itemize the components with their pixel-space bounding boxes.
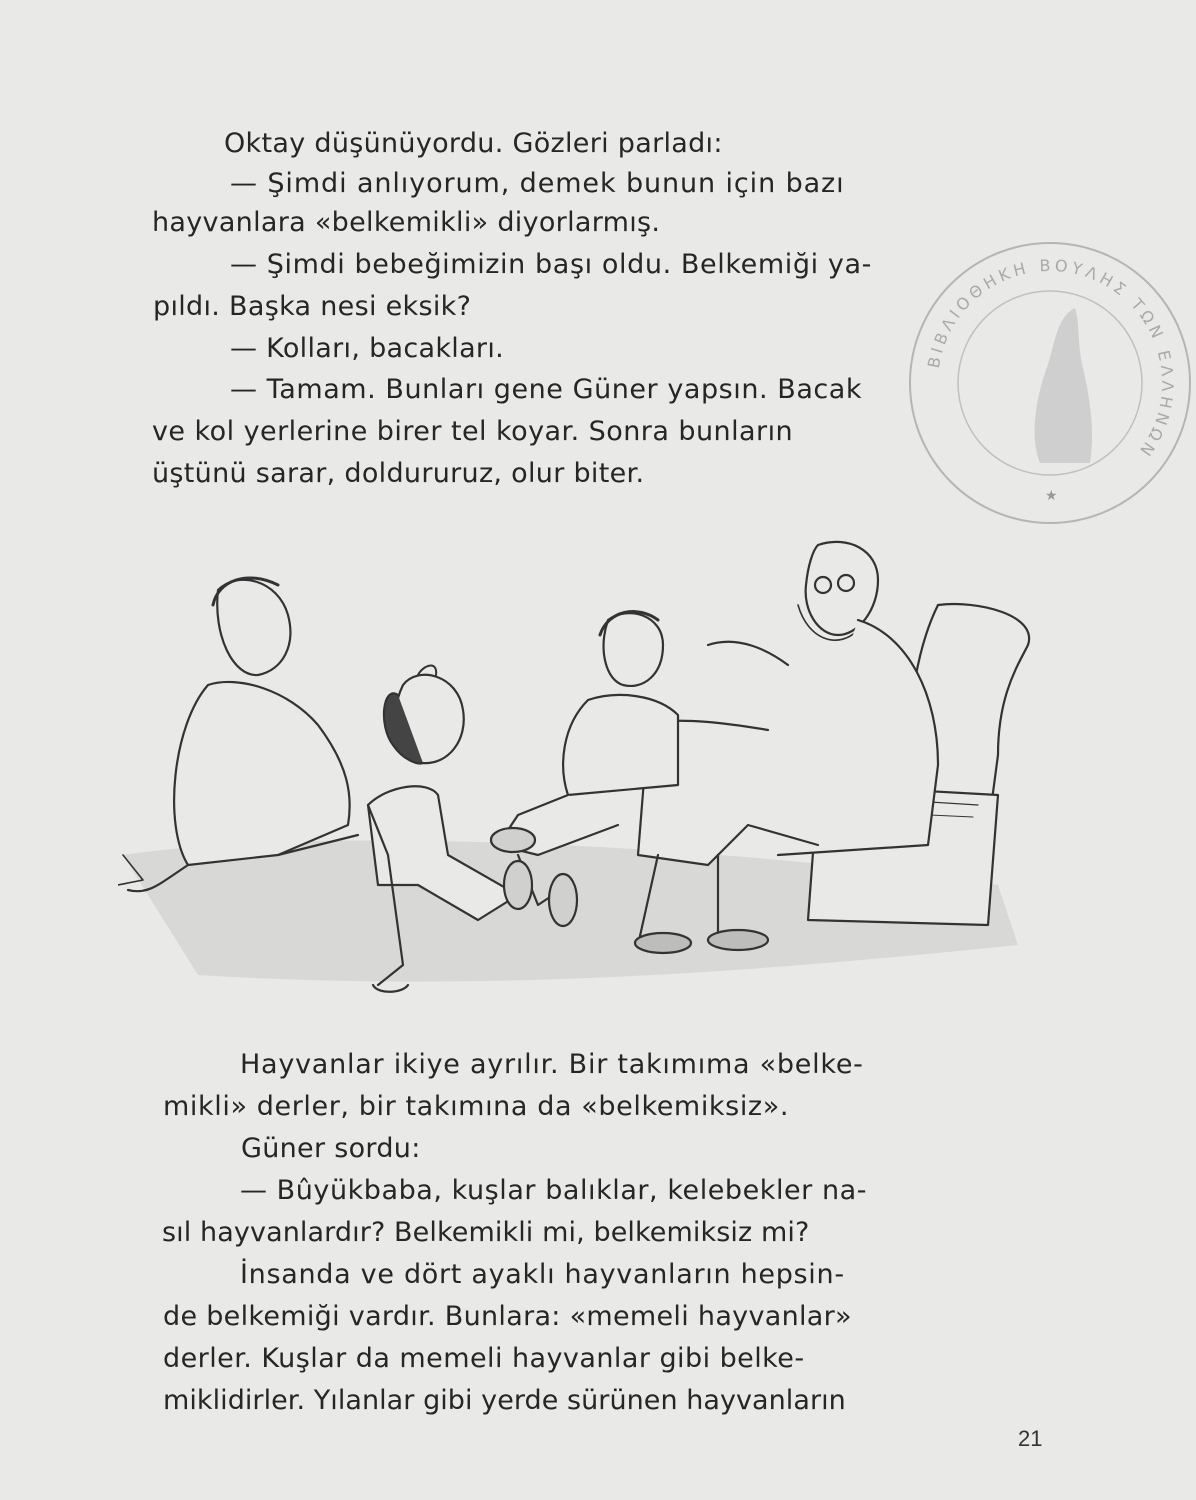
seated-boy-left <box>118 578 358 891</box>
text-line: — Şimdi anlıyorum, demek bunun için bazı <box>230 168 845 199</box>
text-line: sıl hayvanlardır? Belkemikli mi, belkemiksiz mi? <box>162 1217 810 1248</box>
text-line: — Kolları, bacakları. <box>230 333 505 364</box>
text-line: pıldı. Başka nesi eksik? <box>153 291 472 322</box>
text-line: Hayvanlar ikiye ayrılır. Bir takımıma «belke- <box>240 1049 864 1080</box>
star-icon: ★ <box>1045 488 1058 504</box>
text-line: mikli» derler, bir takımına da «belkemiksiz». <box>163 1091 790 1122</box>
text-line: hayvanlara «belkemikli» diyorlarmış. <box>152 207 661 238</box>
text-line: miklidirler. Yılanlar gibi yerde sürünen hayvanların <box>163 1385 846 1416</box>
text-line: İnsanda ve dört ayaklı hayvanların hepsin- <box>240 1259 845 1290</box>
stamp-text: ΒΙΒΛΙΟΘΗΚΗ ΒΟΥΛΗΣ ΤΩΝ ΕΛΛΗΝΩΝ <box>923 255 1178 463</box>
text-line: Oktay düşünüyordu. Gözleri parladı: <box>224 128 723 159</box>
text-line: — Bûyükbaba, kuşlar balıklar, kelebekler na- <box>240 1175 868 1206</box>
illustration-grandfather-and-children <box>118 525 1048 1005</box>
text-line: — Şimdi bebeğimizin başı oldu. Belkemiği ya- <box>230 249 872 280</box>
page-number: 21 <box>1018 1426 1043 1451</box>
text-line: de belkemiği vardır. Bunlara: «memeli hayvanlar» <box>163 1301 852 1332</box>
text-line: — Tamam. Bunları gene Güner yapsın. Bacak <box>230 374 863 405</box>
text-line: üştünü sarar, doldururuz, olur biter. <box>152 458 645 489</box>
library-stamp <box>905 238 1195 528</box>
text-line: derler. Kuşlar da memeli hayvanlar gibi belke- <box>163 1343 805 1374</box>
text-line: ve kol yerlerine birer tel koyar. Sonra bunların <box>152 416 794 447</box>
text-line: Güner sordu: <box>241 1133 421 1164</box>
stamp-emblem <box>1035 308 1092 463</box>
